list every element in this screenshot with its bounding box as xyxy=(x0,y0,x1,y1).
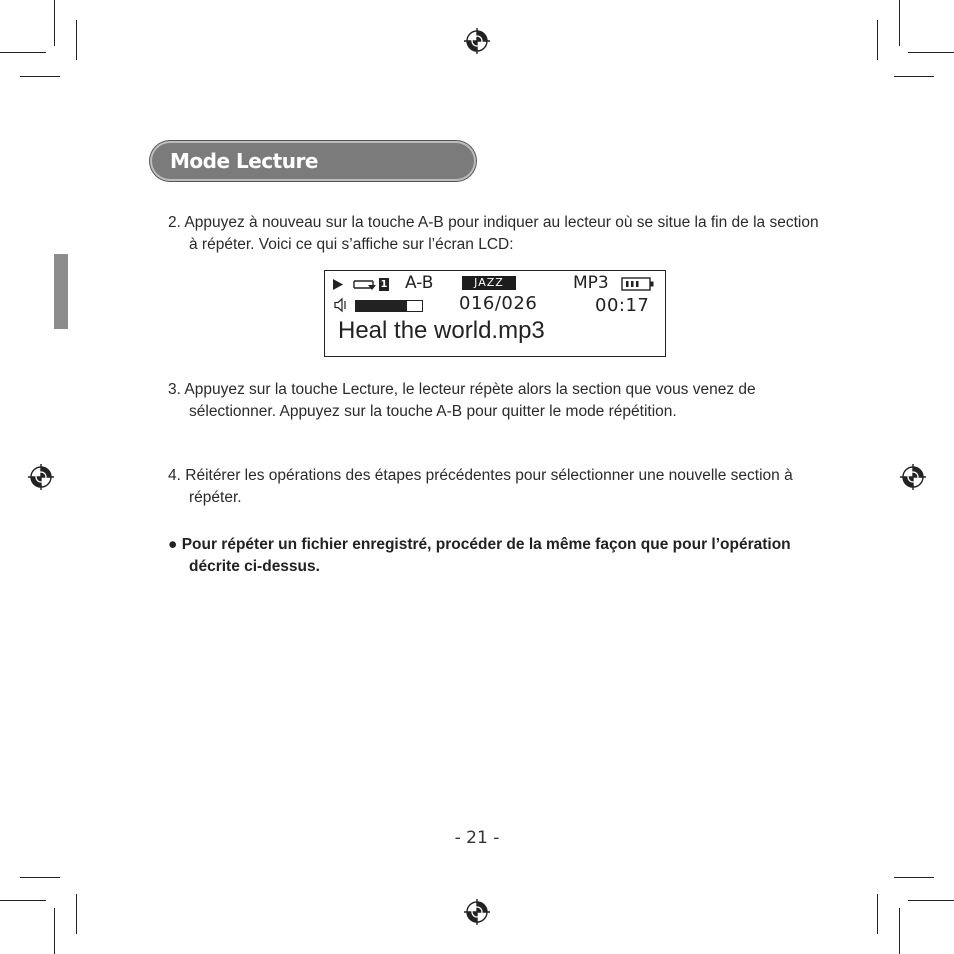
crop-mark xyxy=(76,20,77,60)
note xyxy=(168,534,828,578)
elapsed-time: 00:17 xyxy=(595,295,650,316)
repeat-count-badge: 1 xyxy=(380,279,388,290)
step-number: 2. xyxy=(168,214,181,231)
registration-mark-icon xyxy=(463,27,491,55)
crop-mark xyxy=(20,76,60,77)
step-number: 3. xyxy=(168,381,181,398)
repeat-mode: A-B xyxy=(405,273,434,293)
volume-bar xyxy=(355,300,423,312)
crop-mark xyxy=(76,894,77,934)
crop-mark xyxy=(20,877,60,878)
step-4 xyxy=(168,465,828,509)
crop-mark xyxy=(54,0,55,46)
crop-mark xyxy=(54,908,55,954)
file-name: Heal the world.mp3 xyxy=(338,317,545,344)
speaker-icon xyxy=(333,297,349,313)
repeat-icon xyxy=(351,277,377,291)
crop-mark xyxy=(899,908,900,954)
crop-mark xyxy=(908,52,954,53)
registration-mark-icon xyxy=(463,898,491,926)
crop-mark xyxy=(877,894,878,934)
section-title: Mode Lecture xyxy=(170,149,318,173)
side-tab-marker xyxy=(54,254,68,329)
registration-mark-icon xyxy=(27,463,55,491)
crop-mark xyxy=(877,20,878,60)
crop-mark xyxy=(0,900,46,901)
track-counter: 016/026 xyxy=(459,293,538,314)
eq-badge: JAZZ xyxy=(462,276,516,290)
crop-mark xyxy=(908,900,954,901)
step-text: Réitérer les opérations des étapes précédentes pour sélectionner une nouvelle section à répéter. xyxy=(185,467,793,506)
step-text: Appuyez à nouveau sur la touche A-B pour indiquer au lecteur où se situe la fin de la section à répéter. Voici ce qui s’affiche sur l’écran LCD: xyxy=(184,214,819,253)
page-number: - 21 - xyxy=(454,828,500,848)
step-text: Appuyez sur la touche Lecture, le lecteur répète alors la section que vous venez de sélectionner. Appuyez sur la touche A-B pour quitter le mode répétition. xyxy=(184,381,756,420)
bullet-icon: ● xyxy=(168,536,178,553)
step-number: 4. xyxy=(168,467,181,484)
volume-fill xyxy=(356,301,407,311)
battery-icon xyxy=(621,277,655,291)
step-3 xyxy=(168,379,768,423)
registration-mark-icon xyxy=(899,463,927,491)
crop-mark xyxy=(0,52,46,53)
note-text: Pour répéter un fichier enregistré, procéder de la même façon que pour l’opération décrite ci-dessus. xyxy=(181,536,791,575)
section-header xyxy=(150,141,476,181)
crop-mark xyxy=(899,0,900,46)
file-format: MP3 xyxy=(573,273,609,293)
crop-mark xyxy=(894,76,934,77)
crop-mark xyxy=(894,877,934,878)
play-icon xyxy=(333,279,343,290)
step-2 xyxy=(168,212,828,256)
lcd-screen xyxy=(324,270,666,357)
